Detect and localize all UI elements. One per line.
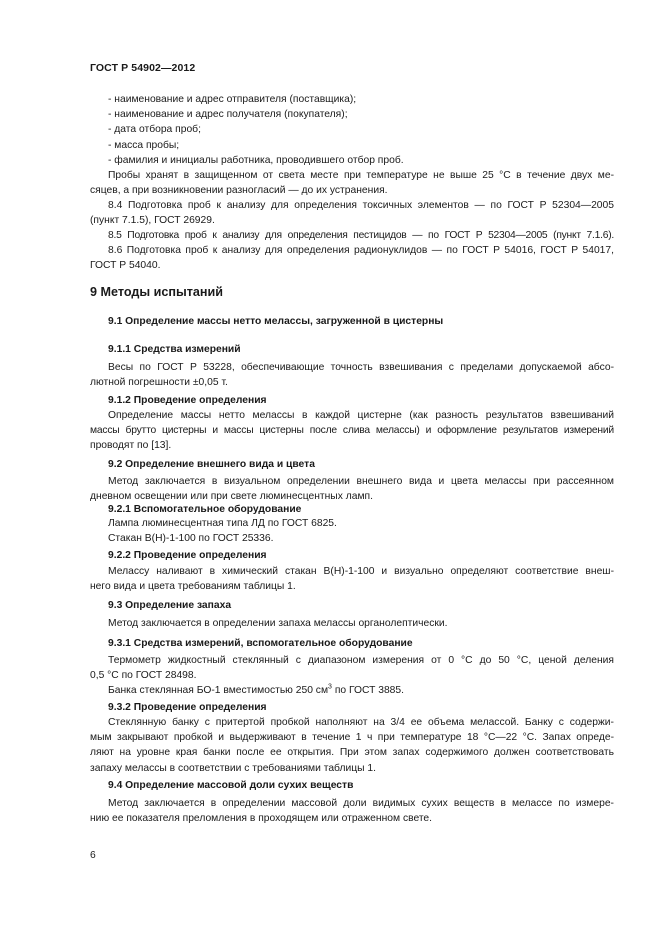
section-9-2-1-text: Лампа люминесцентная типа ЛД по ГОСТ 6825. Стакан В(Н)-1-100 по ГОСТ 25336.: [108, 518, 337, 545]
section-9-3-title: 9.3 Определение запаха: [108, 600, 232, 611]
section-9-2-2-text: Мелассу наливают в химический стакан В(Н)-1-100 и визуально определяют соответствие внеш- него вида и цвета требованиям таблицы 1.: [90, 566, 614, 593]
list-item: - масса пробы;: [108, 139, 180, 151]
section-9-1-2-text: Определение массы нетто мелассы в каждой цистерне (как разность результатов взвешиваний массы брутто цистерны и массы цистерны после слива мелассы) и оформление результатов измерений проводят по [13].: [90, 410, 614, 452]
section-9-title: 9 Методы испытаний: [90, 285, 223, 299]
list-item: - наименование и адрес отправителя (поставщика);: [108, 94, 357, 105]
section-9-2-text: Метод заключается в визуальном определении внешнего вида и цвета мелассы при рассеянном дневном освещении или при свете люминесцентных ламп.: [90, 476, 614, 503]
page-number: 6: [90, 850, 96, 861]
list-item: - наименование и адрес получателя (покупателя);: [108, 109, 348, 121]
section-9-3-text: Метод заключается в определении запаха мелассы органолептически.: [108, 618, 448, 629]
section-9-3-2-text: Стеклянную банку с притертой пробкой наполняют на 3/4 ее объема мелассой. Банку с содержи- мым закрывают пробкой и выдерживают в течение 1 ч при температуре 18 °С—22 °С. Запах опреде- ляют на уровне края банки после ее открытия. При этом запах содержимого должен соответствовать запаху мелассы в соответствии с требованиями таблицы 1.: [90, 717, 614, 774]
storage-paragraph: Пробы хранят в защищенном от света месте при температуре не выше 25 °С в течение двух ме- сяцев, а при возникновении разногласий — до их устранения.: [90, 170, 614, 197]
section-9-2-2-title: 9.2.2 Проведение определения: [108, 550, 267, 561]
paragraph-8-6: 8.6 Подготовка проб к анализу для определения радионуклидов — по ГОСТ Р 54016, ГОСТ Р 54017, ГОСТ Р 54040.: [90, 245, 614, 272]
sampling-label-list: [90, 92, 614, 168]
list-item: - фамилия и инициалы работника, проводившего отбор проб.: [108, 154, 404, 166]
section-9-1-title: 9.1 Определение массы нетто мелассы, загруженной в цистерны: [108, 316, 444, 327]
paragraph-8-5: 8.5 Подготовка проб к анализу для определения пестицидов — по ГОСТ Р 52304—2005 (пункт 7.1.6).: [108, 230, 614, 241]
section-9-1-2-title: 9.1.2 Проведение определения: [108, 395, 267, 406]
list-item: - дата отбора проб;: [108, 124, 201, 136]
section-9-1-1-text: Весы по ГОСТ Р 53228, обеспечивающие точность взвешивания с пределами допускаемой абсо- лютной погрешности ±0,05 т.: [90, 362, 614, 389]
section-9-3-1-text: Термометр жидкостный стеклянный с диапазоном измерения от 0 °С до 50 °С, ценой деления 0,5 °С по ГОСТ 28498. Банка стеклянная БО-1 вместимостью 250 $см^3$ по ГОСТ 3885.: [90, 655, 614, 697]
section-9-2-1-title: 9.2.1 Вспомогательное оборудование: [108, 504, 302, 515]
section-9-3-1-title: 9.3.1 Средства измерений, вспомогательное оборудование: [108, 638, 413, 649]
section-9-4-text: Метод заключается в определении массовой доли видимых сухих веществ в мелассе по измере- нию ее показателя преломления в проходящем или отраженном свете.: [90, 798, 614, 825]
document-header: ГОСТ Р 54902—2012: [90, 62, 196, 74]
paragraph-8-4: 8.4 Подготовка проб к анализу для определения токсичных элементов — по ГОСТ Р 52304—2005 (пункт 7.1.5), ГОСТ 26929.: [90, 200, 614, 227]
section-9-4-title: 9.4 Определение массовой доли сухих веществ: [108, 780, 354, 791]
section-9-3-2-title: 9.3.2 Проведение определения: [108, 702, 267, 713]
section-9-1-1-title: 9.1.1 Средства измерений: [108, 344, 241, 355]
section-9-2-title: 9.2 Определение внешнего вида и цвета: [108, 459, 315, 470]
